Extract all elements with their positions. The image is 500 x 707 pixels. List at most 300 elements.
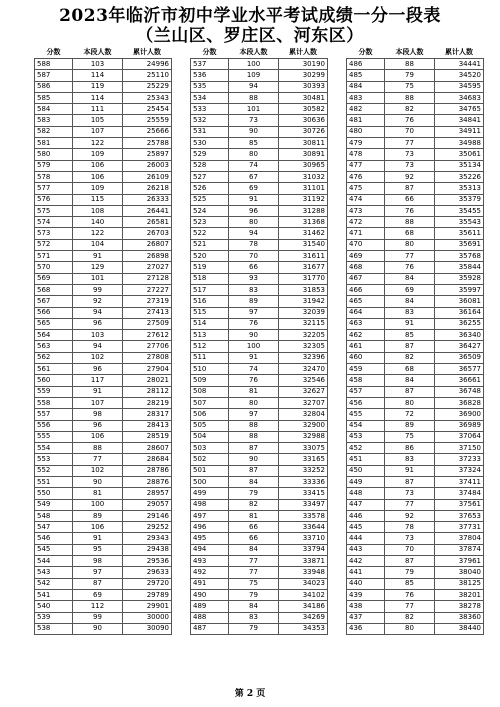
cumulative-cell: 34269 (279, 612, 328, 623)
table-row (191, 533, 328, 544)
cumulative-cell: 35455 (435, 205, 484, 216)
count-cell: 95 (73, 544, 123, 555)
count-cell: 87 (229, 465, 279, 476)
table-row (35, 488, 172, 499)
score-cell: 492 (191, 567, 229, 578)
count-cell: 79 (229, 589, 279, 600)
cumulative-cell: 32627 (279, 386, 328, 397)
table-row (347, 273, 484, 284)
count-cell: 89 (229, 296, 279, 307)
score-cell: 489 (191, 601, 229, 612)
header-score: 分数 (358, 47, 373, 56)
table-row (191, 149, 328, 160)
table-row (191, 352, 328, 363)
score-cell: 454 (347, 420, 385, 431)
cumulative-cell: 35844 (435, 262, 484, 273)
table-row (347, 499, 484, 510)
cumulative-cell: 31288 (279, 205, 328, 216)
score-cell: 461 (347, 341, 385, 352)
table-row (347, 375, 484, 386)
score-cell: 458 (347, 375, 385, 386)
cumulative-cell: 33871 (279, 556, 328, 567)
count-cell: 80 (385, 239, 435, 250)
count-cell: 97 (229, 307, 279, 318)
cumulative-cell: 38040 (435, 567, 484, 578)
cumulative-cell: 32707 (279, 397, 328, 408)
score-cell: 452 (347, 443, 385, 454)
cumulative-cell: 33948 (279, 567, 328, 578)
cumulative-cell: 30636 (279, 115, 328, 126)
count-cell: 80 (229, 217, 279, 228)
count-cell: 82 (385, 352, 435, 363)
count-cell: 87 (385, 556, 435, 567)
table-row (347, 544, 484, 555)
count-cell: 107 (73, 126, 123, 137)
table-row (35, 386, 172, 397)
table-row (347, 183, 484, 194)
score-cell: 508 (191, 386, 229, 397)
table-row (35, 544, 172, 555)
cumulative-cell: 35313 (435, 183, 484, 194)
count-cell: 90 (229, 126, 279, 137)
table-row (35, 104, 172, 115)
cumulative-cell: 29438 (123, 544, 172, 555)
score-cell: 569 (35, 273, 73, 284)
score-cell: 553 (35, 454, 73, 465)
cumulative-cell: 34520 (435, 70, 484, 81)
cumulative-cell: 31192 (279, 194, 328, 205)
table-row (191, 612, 328, 623)
count-cell: 73 (385, 533, 435, 544)
cumulative-cell: 29789 (123, 589, 172, 600)
count-cell: 84 (229, 544, 279, 555)
cumulative-cell: 36989 (435, 420, 484, 431)
count-cell: 84 (229, 476, 279, 487)
score-cell: 530 (191, 138, 229, 149)
count-cell: 109 (73, 149, 123, 160)
count-cell: 97 (73, 567, 123, 578)
cumulative-cell: 32470 (279, 364, 328, 375)
table-row (347, 239, 484, 250)
score-cell: 552 (35, 465, 73, 476)
score-cell: 516 (191, 296, 229, 307)
score-cell: 560 (35, 375, 73, 386)
count-cell: 99 (73, 612, 123, 623)
score-cell: 497 (191, 510, 229, 521)
count-cell: 68 (385, 228, 435, 239)
count-cell: 69 (73, 589, 123, 600)
score-cell: 474 (347, 194, 385, 205)
table-row (35, 352, 172, 363)
table-row (191, 104, 328, 115)
cumulative-cell: 29536 (123, 556, 172, 567)
score-cell: 551 (35, 476, 73, 487)
score-cell: 487 (191, 623, 229, 634)
score-cell: 575 (35, 205, 73, 216)
count-cell: 122 (73, 228, 123, 239)
cumulative-cell: 35134 (435, 160, 484, 171)
score-cell: 478 (347, 149, 385, 160)
cumulative-cell: 27128 (123, 273, 172, 284)
cumulative-cell: 35928 (435, 273, 484, 284)
score-cell: 499 (191, 488, 229, 499)
table-row (35, 149, 172, 160)
cumulative-cell: 34441 (435, 59, 484, 70)
score-cell: 512 (191, 341, 229, 352)
score-cell: 573 (35, 228, 73, 239)
table-row (191, 251, 328, 262)
table-row (35, 205, 172, 216)
table-row (35, 284, 172, 295)
count-cell: 80 (229, 397, 279, 408)
score-cell: 562 (35, 352, 73, 363)
cumulative-cell: 27808 (123, 352, 172, 363)
table-row (191, 126, 328, 137)
count-cell: 92 (73, 296, 123, 307)
score-cell: 583 (35, 115, 73, 126)
table-row (35, 318, 172, 329)
table-row (191, 364, 328, 375)
cumulative-cell: 32305 (279, 341, 328, 352)
count-cell: 87 (385, 386, 435, 397)
count-cell: 104 (73, 239, 123, 250)
cumulative-cell: 33165 (279, 454, 328, 465)
cumulative-cell: 25666 (123, 126, 172, 137)
count-cell: 96 (73, 318, 123, 329)
table-row (35, 454, 172, 465)
cumulative-cell: 37233 (435, 454, 484, 465)
cumulative-cell: 30891 (279, 149, 328, 160)
table-row (347, 296, 484, 307)
table-row (347, 228, 484, 239)
score-cell: 469 (347, 251, 385, 262)
page-title: 2023年临沂市初中学业水平考试成绩一分一段表 (59, 6, 441, 26)
table-row (347, 612, 484, 623)
count-cell: 79 (385, 70, 435, 81)
score-cell: 523 (191, 217, 229, 228)
score-cell: 587 (35, 70, 73, 81)
score-cell: 527 (191, 171, 229, 182)
cumulative-cell: 26218 (123, 183, 172, 194)
header-score: 分数 (46, 47, 61, 56)
score-cell: 545 (35, 544, 73, 555)
count-cell: 78 (385, 522, 435, 533)
count-cell: 117 (73, 375, 123, 386)
score-cell: 534 (191, 92, 229, 103)
count-cell: 72 (385, 409, 435, 420)
score-cell: 457 (347, 386, 385, 397)
count-cell: 114 (73, 92, 123, 103)
score-cell: 509 (191, 375, 229, 386)
count-cell: 83 (385, 307, 435, 318)
score-cell: 439 (347, 589, 385, 600)
count-cell: 106 (73, 522, 123, 533)
table-row (347, 476, 484, 487)
count-cell: 100 (229, 59, 279, 70)
score-cell: 546 (35, 533, 73, 544)
cumulative-cell: 38278 (435, 601, 484, 612)
header-cumulative: 累计人数 (289, 47, 317, 56)
cumulative-cell: 27509 (123, 318, 172, 329)
score-cell: 477 (347, 160, 385, 171)
count-cell: 80 (229, 149, 279, 160)
score-cell: 466 (347, 284, 385, 295)
cumulative-cell: 37561 (435, 499, 484, 510)
score-cell: 464 (347, 307, 385, 318)
table-row (35, 443, 172, 454)
count-cell: 73 (385, 488, 435, 499)
table-row (35, 160, 172, 171)
count-cell: 102 (73, 465, 123, 476)
count-cell: 75 (385, 431, 435, 442)
score-cell: 463 (347, 318, 385, 329)
count-cell: 82 (385, 104, 435, 115)
table-row (191, 183, 328, 194)
score-cell: 505 (191, 420, 229, 431)
cumulative-cell: 27413 (123, 307, 172, 318)
count-cell: 86 (385, 443, 435, 454)
table-row (191, 138, 328, 149)
table-row (347, 262, 484, 273)
cumulative-cell: 25788 (123, 138, 172, 149)
cumulative-cell: 30965 (279, 160, 328, 171)
cumulative-cell: 28112 (123, 386, 172, 397)
table-row (35, 567, 172, 578)
cumulative-cell: 33415 (279, 488, 328, 499)
cumulative-cell: 25110 (123, 70, 172, 81)
cumulative-cell: 38125 (435, 578, 484, 589)
cumulative-cell: 28786 (123, 465, 172, 476)
table-row (35, 330, 172, 341)
count-cell: 101 (229, 104, 279, 115)
score-cell: 465 (347, 296, 385, 307)
cumulative-cell: 28957 (123, 488, 172, 499)
cumulative-cell: 36164 (435, 307, 484, 318)
cumulative-cell: 34186 (279, 601, 328, 612)
score-cell: 537 (191, 59, 229, 70)
table-row (35, 194, 172, 205)
score-cell: 588 (35, 59, 73, 70)
table-row (191, 194, 328, 205)
score-cell: 468 (347, 262, 385, 273)
cumulative-cell: 34911 (435, 126, 484, 137)
cumulative-cell: 30090 (123, 623, 172, 634)
count-cell: 77 (385, 251, 435, 262)
table-row (347, 454, 484, 465)
cumulative-cell: 30000 (123, 612, 172, 623)
table-row (347, 138, 484, 149)
table-row (35, 409, 172, 420)
count-cell: 69 (385, 284, 435, 295)
count-cell: 85 (385, 578, 435, 589)
table-row (191, 522, 328, 533)
table-row (191, 499, 328, 510)
cumulative-cell: 34841 (435, 115, 484, 126)
cumulative-cell: 26581 (123, 217, 172, 228)
count-cell: 84 (385, 375, 435, 386)
table-row (347, 409, 484, 420)
score-cell: 580 (35, 149, 73, 160)
table-row (347, 251, 484, 262)
score-cell: 538 (35, 623, 73, 634)
table-row (191, 330, 328, 341)
cumulative-cell: 33644 (279, 522, 328, 533)
table-row (35, 364, 172, 375)
table-row (191, 420, 328, 431)
table-row (191, 409, 328, 420)
table-row (35, 601, 172, 612)
cumulative-cell: 27027 (123, 262, 172, 273)
table-row (347, 386, 484, 397)
cumulative-cell: 28519 (123, 431, 172, 442)
table-row (347, 284, 484, 295)
cumulative-cell: 36427 (435, 341, 484, 352)
header-score: 分数 (202, 47, 217, 56)
table-row (191, 544, 328, 555)
count-cell: 90 (73, 623, 123, 634)
cumulative-cell: 34765 (435, 104, 484, 115)
score-cell: 493 (191, 556, 229, 567)
cumulative-cell: 32039 (279, 307, 328, 318)
count-cell: 90 (229, 330, 279, 341)
cumulative-cell: 33578 (279, 510, 328, 521)
cumulative-cell: 35226 (435, 171, 484, 182)
table-row (35, 623, 172, 634)
count-cell: 92 (385, 510, 435, 521)
cumulative-cell: 38201 (435, 589, 484, 600)
count-cell: 82 (385, 612, 435, 623)
score-cell: 555 (35, 431, 73, 442)
table-row (191, 81, 328, 92)
score-cell: 543 (35, 567, 73, 578)
count-cell: 91 (73, 386, 123, 397)
count-cell: 96 (229, 205, 279, 216)
table-row (35, 228, 172, 239)
cumulative-cell: 24996 (123, 59, 172, 70)
table-row (35, 612, 172, 623)
table-row (191, 601, 328, 612)
score-table-right (346, 45, 484, 635)
score-cell: 502 (191, 454, 229, 465)
table-row (347, 420, 484, 431)
score-cell: 556 (35, 420, 73, 431)
table-row (35, 138, 172, 149)
count-cell: 77 (385, 601, 435, 612)
cumulative-cell: 37731 (435, 522, 484, 533)
score-cell: 515 (191, 307, 229, 318)
score-cell: 533 (191, 104, 229, 115)
table-row (191, 307, 328, 318)
count-cell: 66 (229, 262, 279, 273)
table-row (35, 59, 172, 70)
table-row (191, 397, 328, 408)
score-cell: 460 (347, 352, 385, 363)
table-row (35, 476, 172, 487)
cumulative-cell: 36340 (435, 330, 484, 341)
score-cell: 529 (191, 149, 229, 160)
cumulative-cell: 28317 (123, 409, 172, 420)
score-cell: 481 (347, 115, 385, 126)
cumulative-cell: 25454 (123, 104, 172, 115)
table-row (35, 70, 172, 81)
count-cell: 106 (73, 160, 123, 171)
count-cell: 109 (73, 183, 123, 194)
score-cell: 541 (35, 589, 73, 600)
cumulative-cell: 36255 (435, 318, 484, 329)
score-cell: 510 (191, 364, 229, 375)
count-cell: 73 (385, 160, 435, 171)
cumulative-cell: 33794 (279, 544, 328, 555)
score-cell: 550 (35, 488, 73, 499)
count-cell: 87 (385, 476, 435, 487)
score-cell: 471 (347, 228, 385, 239)
score-cell: 585 (35, 92, 73, 103)
cumulative-cell: 27612 (123, 330, 172, 341)
count-cell: 79 (385, 567, 435, 578)
table-row (191, 623, 328, 634)
table-row (191, 454, 328, 465)
table-row (347, 217, 484, 228)
count-cell: 76 (385, 589, 435, 600)
cumulative-cell: 30299 (279, 70, 328, 81)
cumulative-cell: 29720 (123, 578, 172, 589)
table-row (191, 465, 328, 476)
cumulative-cell: 31770 (279, 273, 328, 284)
table-row (35, 465, 172, 476)
count-cell: 79 (229, 623, 279, 634)
score-cell: 558 (35, 397, 73, 408)
table-row (35, 217, 172, 228)
cumulative-cell: 31677 (279, 262, 328, 273)
cumulative-cell: 30582 (279, 104, 328, 115)
cumulative-cell: 25897 (123, 149, 172, 160)
cumulative-cell: 29252 (123, 522, 172, 533)
table-row (35, 171, 172, 182)
score-cell: 501 (191, 465, 229, 476)
score-cell: 483 (347, 92, 385, 103)
table-row (191, 318, 328, 329)
score-cell: 470 (347, 239, 385, 250)
header-cumulative: 累计人数 (445, 47, 473, 56)
count-cell: 85 (385, 330, 435, 341)
cumulative-cell: 34595 (435, 81, 484, 92)
table-row (191, 431, 328, 442)
count-cell: 74 (229, 364, 279, 375)
cumulative-cell: 37324 (435, 465, 484, 476)
cumulative-cell: 38360 (435, 612, 484, 623)
score-cell: 456 (347, 397, 385, 408)
count-cell: 103 (73, 330, 123, 341)
table-row (347, 104, 484, 115)
table-row (35, 81, 172, 92)
cumulative-cell: 37653 (435, 510, 484, 521)
score-cell: 486 (347, 59, 385, 70)
cumulative-cell: 28876 (123, 476, 172, 487)
count-cell: 87 (385, 341, 435, 352)
score-cell: 542 (35, 578, 73, 589)
score-cell: 566 (35, 307, 73, 318)
table-row (35, 115, 172, 126)
cumulative-cell: 29343 (123, 533, 172, 544)
count-cell: 78 (229, 239, 279, 250)
score-cell: 549 (35, 499, 73, 510)
score-cell: 488 (191, 612, 229, 623)
count-cell: 91 (385, 318, 435, 329)
table-row (191, 115, 328, 126)
cumulative-cell: 37150 (435, 443, 484, 454)
table-row (191, 488, 328, 499)
cumulative-cell: 34353 (279, 623, 328, 634)
